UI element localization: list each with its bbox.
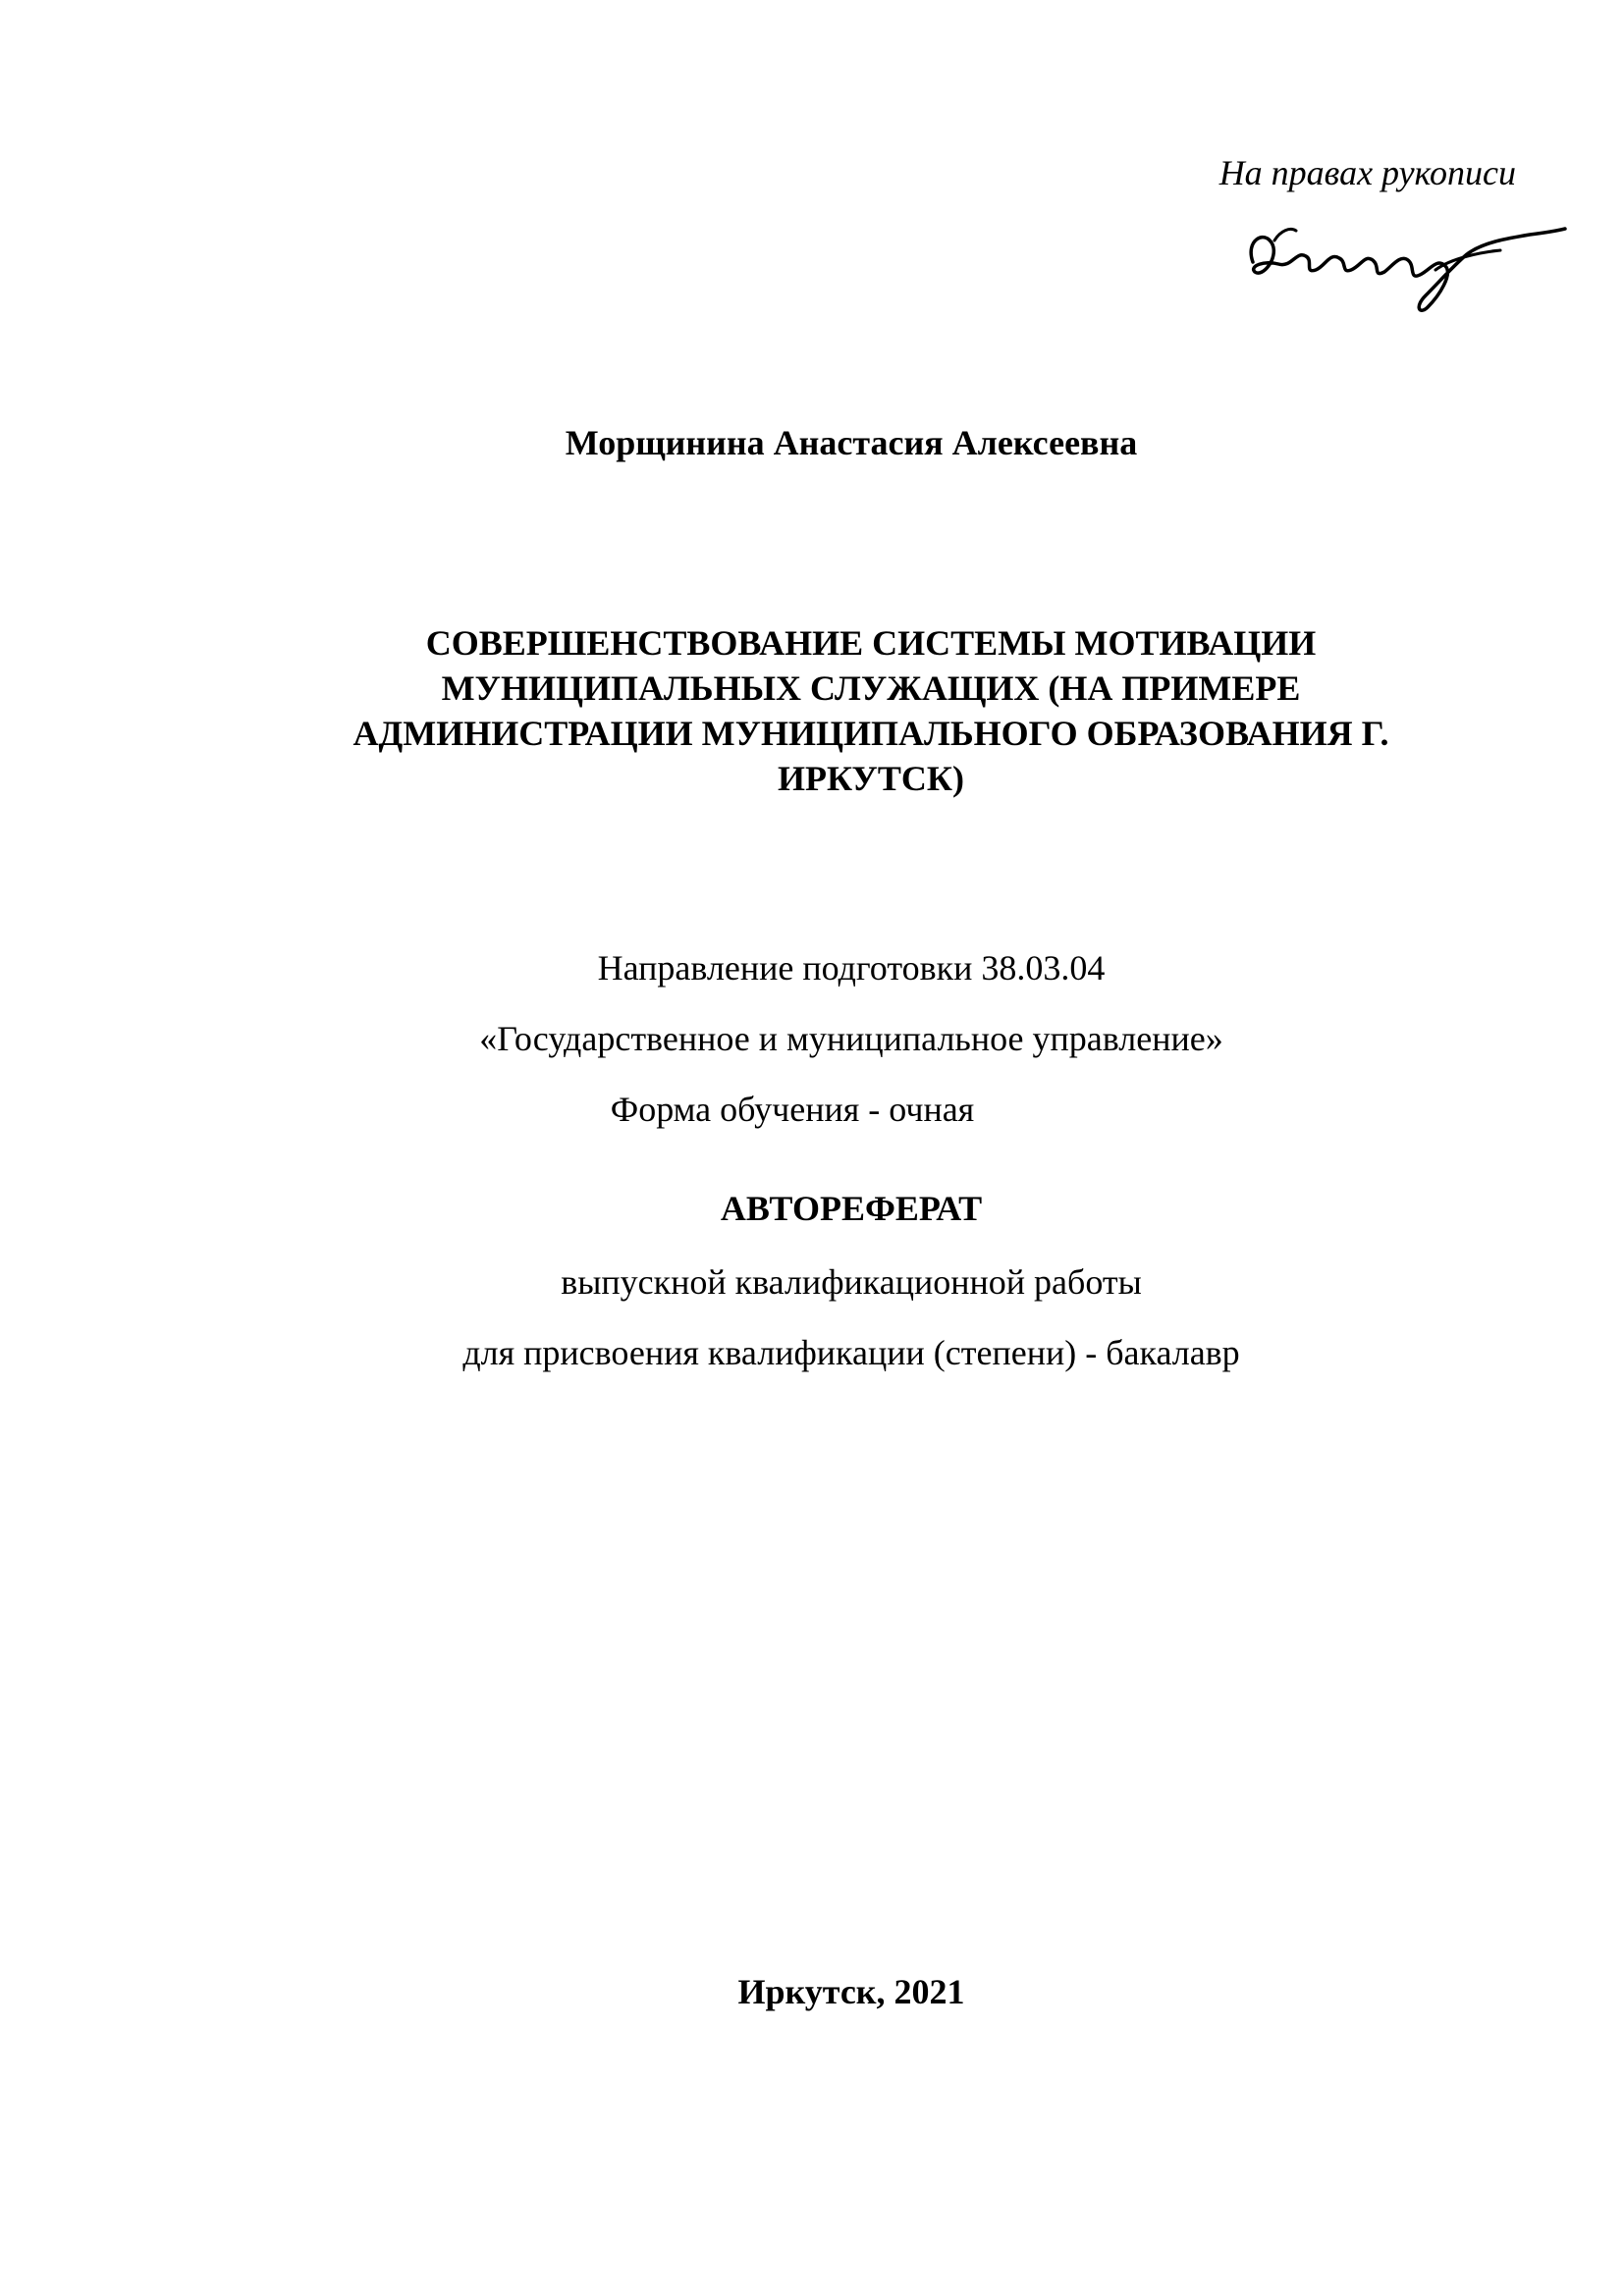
manuscript-note: На правах рукописи [1218,153,1516,192]
thesis-title-line: АДМИНИСТРАЦИИ МУНИЦИПАЛЬНОГО ОБРАЗОВАНИЯ Г. [352,714,1389,753]
study-direction [39,933,1624,1145]
thesis-title-line: СОВЕРШЕНСТВОВАНИЕ СИСТЕМЫ МОТИВАЦИИ [425,623,1317,663]
thesis-title-line: ИРКУТСК) [778,759,964,798]
work-description-line: для присвоения квалификации (степени) - бакалавр [462,1333,1240,1372]
work-description-line: выпускной квалификационной работы [561,1262,1142,1302]
direction-code: Направление подготовки 38.03.04 [597,948,1106,988]
direction-profile: «Государственное и муниципальное управление» [479,1019,1223,1058]
thesis-title-line: МУНИЦИПАЛЬНЫХ СЛУЖАЩИХ (НА ПРИМЕРЕ [441,668,1301,708]
thesis-title [59,620,1624,801]
document-type: АВТОРЕФЕРАТ [720,1189,983,1228]
author-name: Морщинина Анастасия Алексеевна [565,423,1138,462]
work-description [39,1247,1624,1388]
study-form: Форма обучения - очная [610,1090,975,1129]
city-year: Иркутск, 2021 [737,1972,965,2011]
handwritten-signature [1235,201,1569,319]
